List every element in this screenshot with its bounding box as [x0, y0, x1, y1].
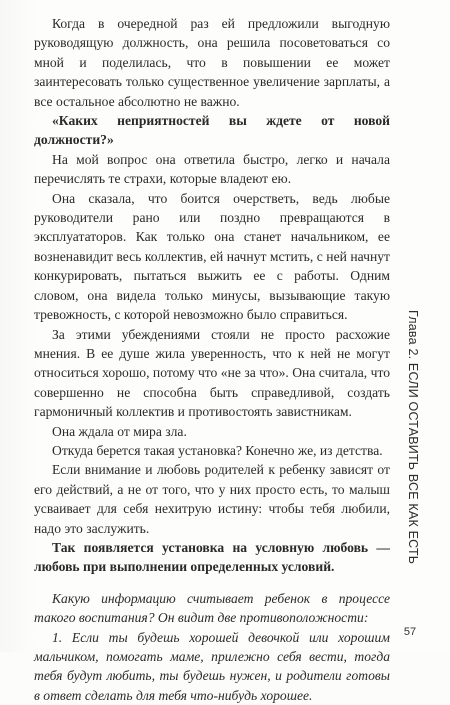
- paragraph: На мой вопрос она ответила быстро, легко и начала перечислять те страхи, которые владеют ею.: [34, 151, 390, 187]
- paragraph: Когда в очередной раз ей предложили выгодную руководящую должность, она решила посоветоваться со мной и поделилась, что в повышении ее может заинтересовать только существенное увеличение зарплаты, а все остальное абсолютно не важно.: [34, 16, 390, 109]
- paragraph: Она ждала от мира зла.: [52, 423, 187, 439]
- page-body-text: [34, 14, 390, 705]
- paragraph: За этими убеждениями стояли не просто расхожие мнения. В ее душе жила уверенность, что к ней не могут относиться хорошо, потому что «не за что». Она считала, что совершенно не способна быть справедливой, создать гармоничный коллектив и противостоять завистникам.: [34, 326, 390, 420]
- paragraph: «Каких неприятностей вы ждете от новой должности?»: [34, 113, 390, 148]
- page-number: 57: [403, 626, 417, 638]
- paragraph: Она сказала, что боится очерстветь, ведь любые руководители рано или поздно превращаются в эксплуататоров. Как только она станет начальником, ее возненавидит весь коллектив, ей начнут мстить, с ней начнут конкурировать, пытаться выжить ее с работы. Одним словом, она видела только минусы, вызывающие такую тревожность, с которой невозможно было справиться.: [34, 190, 390, 323]
- paragraph: 1. Если ты будешь хорошей девочкой или хорошим мальчиком, помогать маме, прилежно себя вести, тогда тебя будут любить, ты будешь нужен, и родители готовы в ответ сделать для тебя что-нибудь хорошее.: [34, 629, 390, 703]
- paragraph: Так появляется установка на условную любовь — любовь при выполнении определенных условий.: [34, 539, 390, 575]
- paragraph: Откуда берется такая установка? Конечно же, из детства.: [52, 442, 383, 458]
- paragraph: Если внимание и любовь родителей к ребенку зависят от его действий, а не от того, что у них просто есть, то малыш усваивает для себя нехитрую истину: чтобы тебя любили, надо это заслужить.: [34, 462, 390, 536]
- chapter-title: Глава 2. ЕСЛИ ОСТАВИТЬ ВСЕ КАК ЕСТЬ: [406, 310, 420, 565]
- chapter-running-header: [403, 310, 423, 610]
- paragraph: Какую информацию считывает ребенок в процессе такого воспитания? Он видит две противоположности:: [34, 590, 390, 626]
